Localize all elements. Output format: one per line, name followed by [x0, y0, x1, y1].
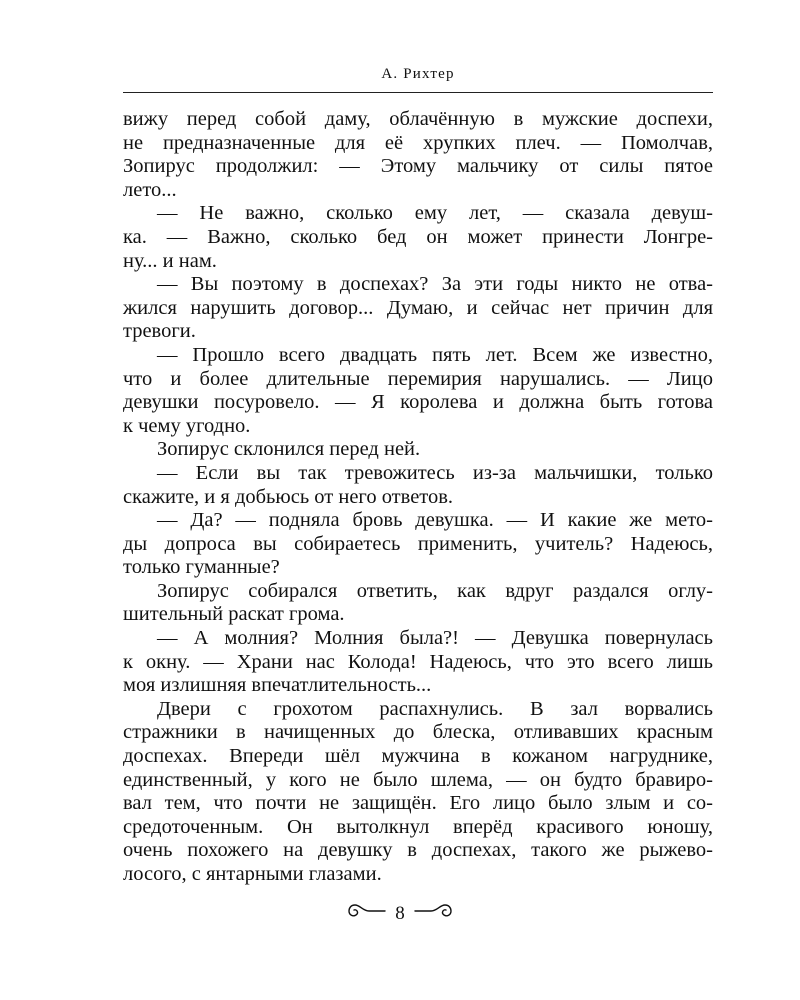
text-line: ка. — Важно, сколько бед он может принести Лонгре-: [123, 225, 713, 248]
text-line: скажите, и я добьюсь от него ответов.: [123, 485, 454, 508]
text-line: ну... и нам.: [123, 249, 217, 272]
text-line: Зопирус собирался ответить, как вдруг раздался оглу-: [157, 579, 713, 602]
text-line: к окну. — Храни нас Колода! Надеюсь, что это всего лишь: [123, 650, 713, 673]
text-line: лосого, с янтарными глазами.: [123, 863, 382, 885]
text-line: Двери с грохотом распахнулись. В зал ворвались: [157, 697, 713, 720]
text-line: вижу перед собой даму, облачённую в мужские доспехи,: [123, 108, 713, 130]
text-line: к чему угодно.: [123, 414, 251, 437]
text-line: — Прошло всего двадцать пять лет. Всем же известно,: [157, 343, 713, 366]
header-rule: [123, 92, 713, 93]
right-flourish-icon: [413, 900, 453, 927]
text-line: единственный, у кого не было шлема, — он будто бравиро-: [123, 768, 713, 791]
running-head: А. Рихтер: [381, 66, 455, 82]
text-line: ды допроса вы собираетесь применить, учитель? Надеюсь,: [123, 532, 713, 555]
page-number: 8: [395, 902, 405, 924]
text-line: только гуманные?: [123, 556, 280, 579]
text-line: не предназначенные для её хрупких плеч. — Помолчав,: [123, 131, 713, 154]
text-line: Зопирус продолжил: — Этому мальчику от силы пятое: [123, 155, 713, 178]
text-line: стражники в начищенных до блеска, отливавших красным: [123, 721, 713, 744]
body-text: [123, 108, 713, 887]
page-footer: [0, 900, 800, 927]
text-line: — Да? — подняла бровь девушка. — И какие же мето-: [157, 509, 713, 532]
text-line: что и более длительные перемирия нарушались. — Лицо: [123, 367, 713, 390]
text-line: девушки посуровело. — Я королева и должна быть готова: [123, 391, 713, 414]
left-flourish-icon: [347, 900, 387, 927]
text-line: моя излишняя впечатлительность...: [123, 674, 432, 697]
text-line: — Вы поэтому в доспехах? За эти годы никто не отва-: [157, 273, 713, 296]
text-line: — А молния? Молния была?! — Девушка повернулась: [157, 627, 713, 650]
text-line: доспехах. Впереди шёл мужчина в кожаном нагруднике,: [123, 745, 713, 768]
text-line: — Не важно, сколько ему лет, — сказала девуш-: [157, 202, 713, 225]
text-line: жился нарушить договор... Думаю, и сейчас нет причин для: [123, 296, 713, 319]
text-line: шительный раскат грома.: [123, 603, 345, 626]
text-line: средоточенным. Он вытолкнул вперёд красивого юношу,: [123, 815, 713, 838]
text-line: Зопирус склонился перед ней.: [157, 438, 421, 461]
text-line: — Если вы так тревожитесь из-за мальчишки, только: [157, 461, 713, 484]
text-line: очень похожего на девушку в доспехах, такого же рыжево-: [123, 839, 713, 862]
text-line: вал тем, что почти не защищён. Его лицо было злым и со-: [123, 792, 713, 815]
text-line: лето...: [123, 178, 177, 201]
text-line: тревоги.: [123, 320, 196, 343]
